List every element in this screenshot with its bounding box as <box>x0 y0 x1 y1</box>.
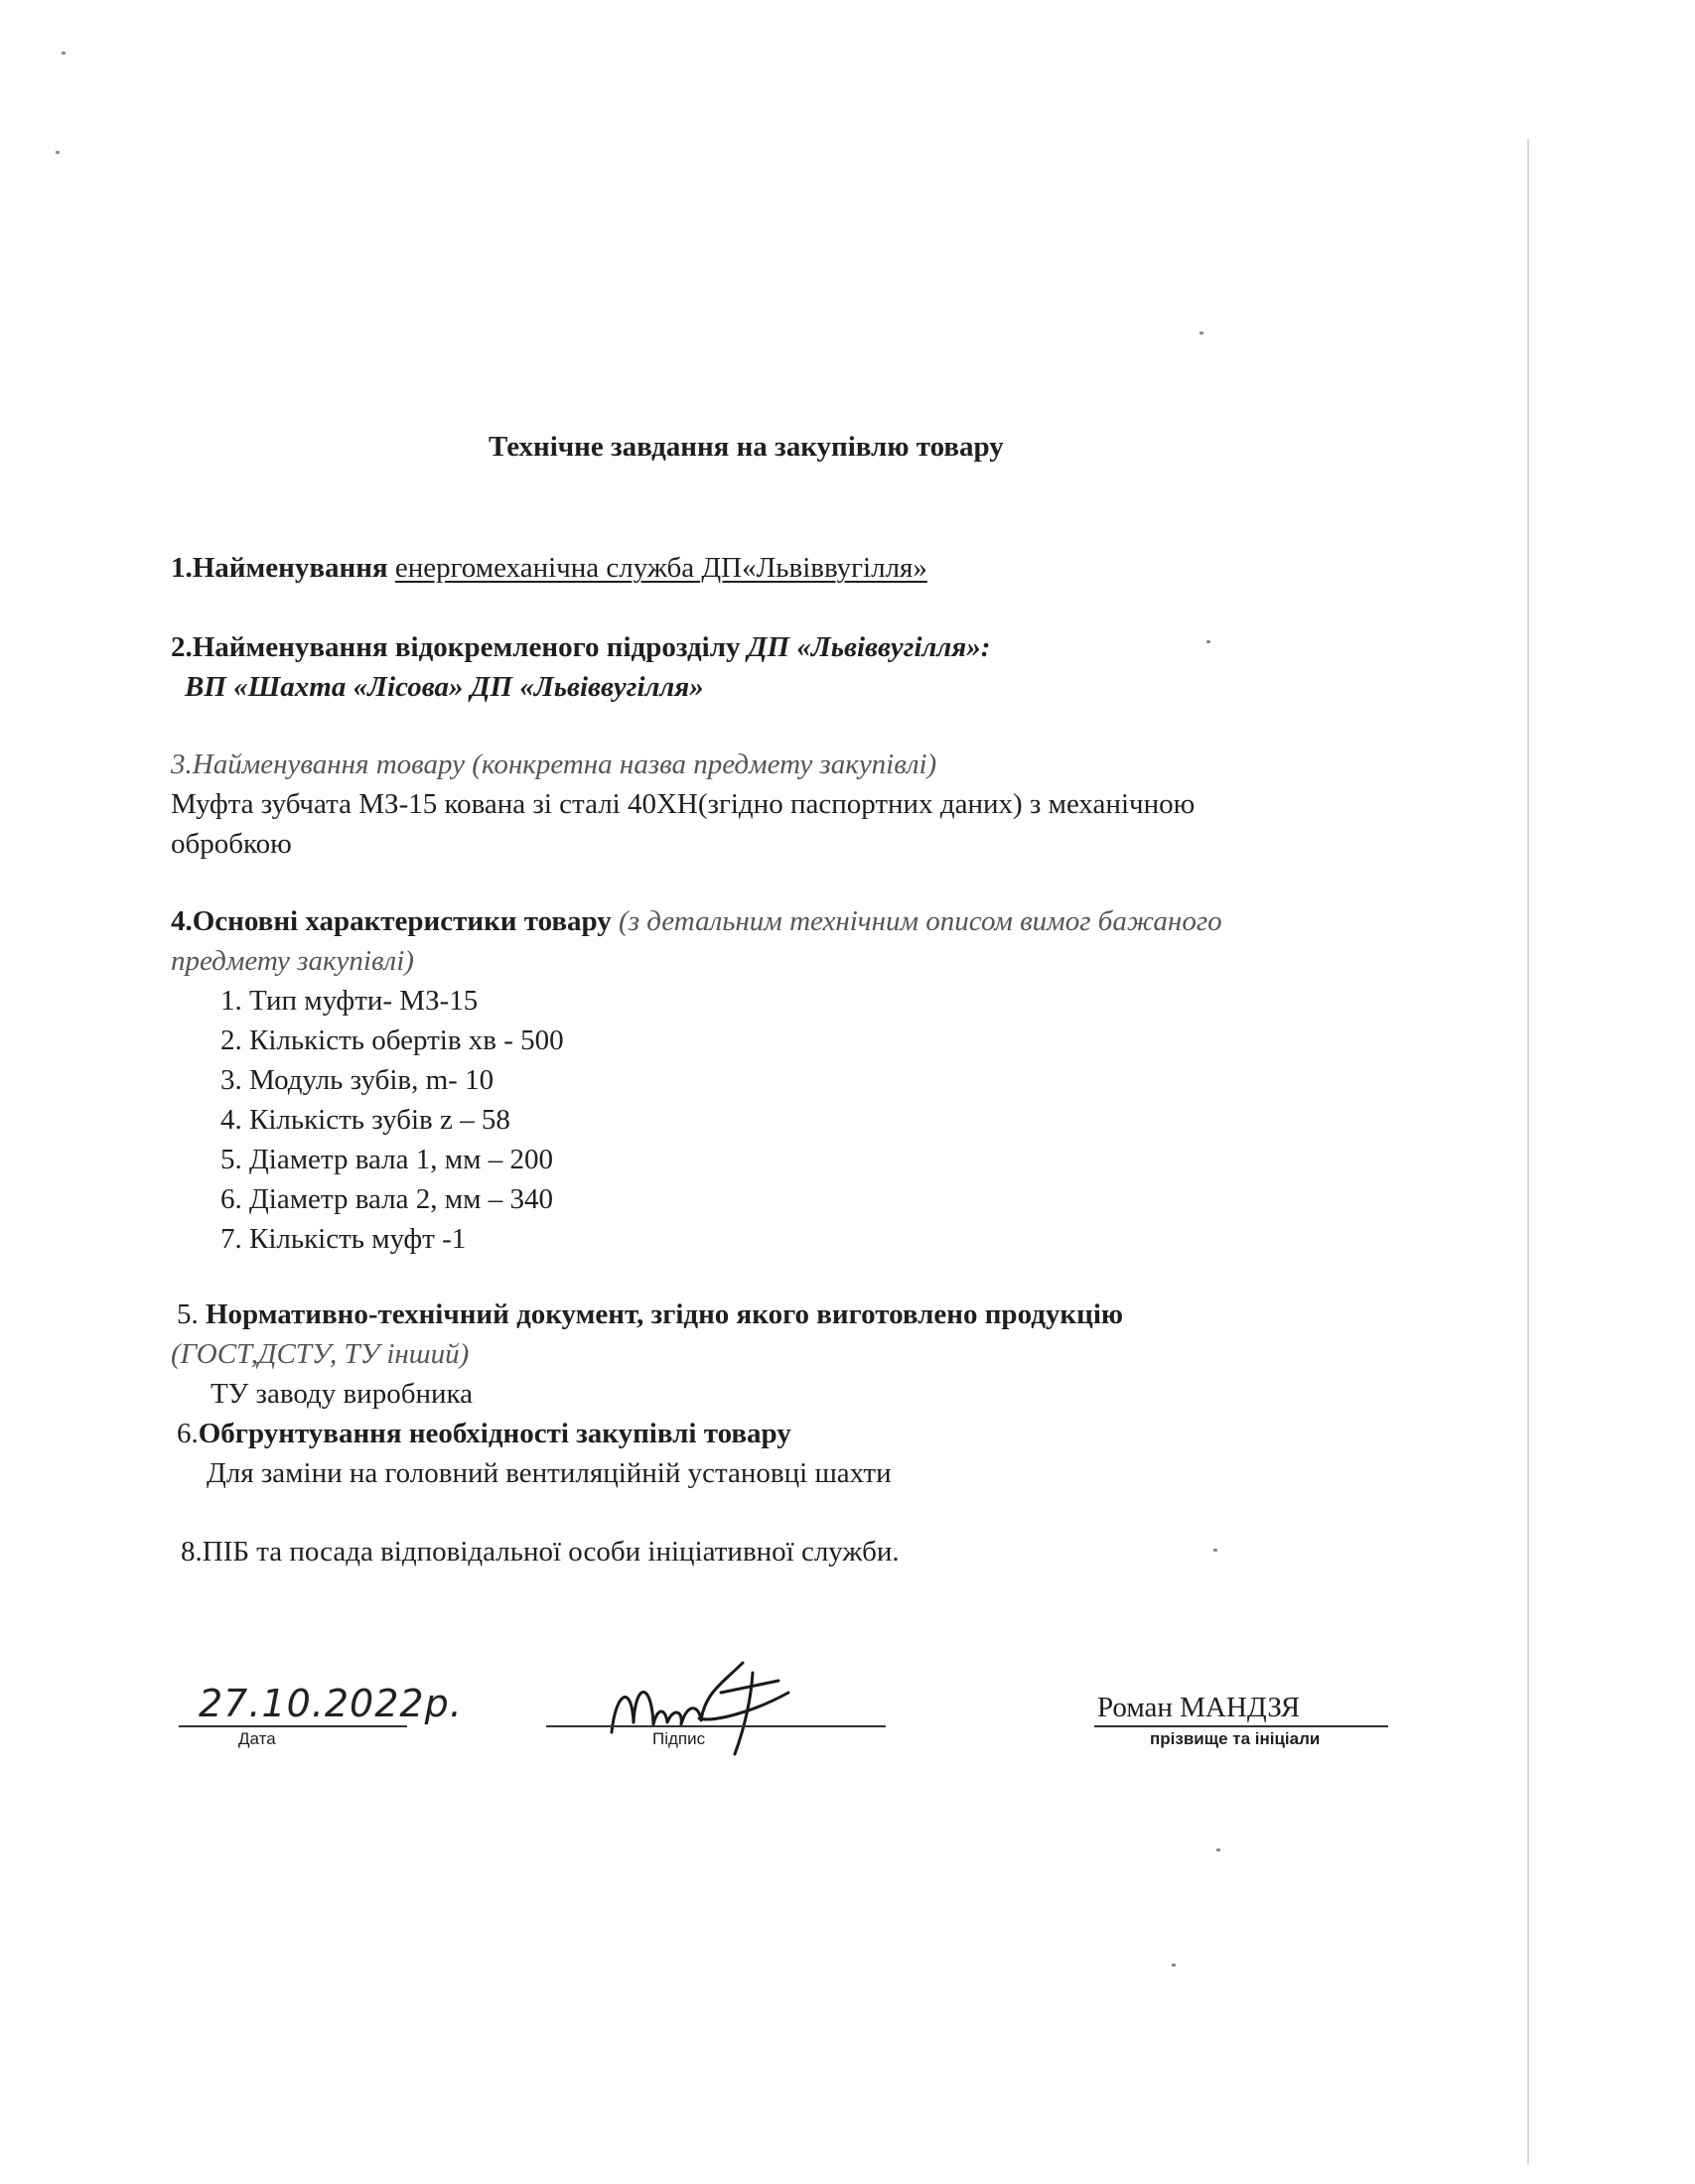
list-item: 7. Кількість муфт -1 <box>220 1223 467 1255</box>
section-5 <box>177 1295 1123 1334</box>
characteristics-list <box>220 981 564 1259</box>
name-caption: прізвище та ініціали <box>1150 1729 1321 1748</box>
section-4-label: 4.Основні характеристики товару <box>171 905 620 937</box>
section-2-value-line1: ДП «Львіввугілля»: <box>747 631 991 663</box>
list-item: 3. Модуль зубів, m- 10 <box>220 1064 494 1096</box>
section-3-value-line1: Муфта зубчата МЗ-15 кована зі сталі 40ХН(згідно паспортних даних) з механічною <box>171 788 1196 820</box>
document-title: Технічне завдання на закупівлю товару <box>489 431 1004 463</box>
section-6-value: Для заміни на головний вентиляційній установці шахти <box>207 1457 892 1489</box>
scan-speck <box>62 52 66 55</box>
signature-caption: Підпис <box>652 1729 706 1748</box>
list-item: 1. Тип муфти- МЗ-15 <box>220 985 479 1017</box>
section-5-value: ТУ заводу виробника <box>211 1378 474 1410</box>
section-4 <box>171 901 1222 941</box>
name-line <box>1094 1725 1388 1727</box>
section-2-label: 2.Найменування відокремленого підрозділу <box>171 631 748 663</box>
section-4-note-line1: (з детальним технічним описом вимог бажаного <box>619 905 1222 937</box>
section-1-value: енергомеханічна служба ДП«Львіввугілля» <box>394 552 927 584</box>
scan-speck <box>1172 1964 1176 1967</box>
section-1-label: 1.Найменування <box>171 552 395 584</box>
section-5-note: (ГОСТ,ДСТУ, ТУ інший) <box>171 1338 470 1370</box>
section-5-num: 5. <box>177 1298 206 1330</box>
section-2 <box>171 627 990 667</box>
scan-speck <box>56 151 60 154</box>
section-6-label: Обгрунтування необхідності закупівлі товару <box>198 1418 791 1449</box>
handwritten-date: 27.10.2022р. <box>199 1682 463 1725</box>
list-item: 4. Кількість зубів z – 58 <box>220 1104 510 1136</box>
section-6-num: 6. <box>177 1418 199 1449</box>
section-5-label: Нормативно-технічний документ, згідно якого виготовлено продукцію <box>206 1298 1124 1330</box>
section-4-note-line2: предмету закупівлі) <box>171 945 414 977</box>
section-2-value-line2: ВП «Шахта «Лісова» ДП «Львіввугілля» <box>185 671 704 703</box>
date-line <box>179 1725 407 1727</box>
section-1 <box>171 548 927 588</box>
list-item: 6. Діаметр вала 2, мм – 340 <box>220 1183 553 1215</box>
scan-speck <box>1206 640 1210 643</box>
list-item: 5. Діаметр вала 1, мм – 200 <box>220 1144 553 1175</box>
scan-speck <box>1200 332 1203 335</box>
responsible-name: Роман МАНДЗЯ <box>1097 1692 1301 1723</box>
section-3-value-line2: обробкою <box>171 828 292 860</box>
scan-speck <box>1213 1549 1217 1552</box>
signature-line <box>546 1725 886 1727</box>
scan-edge-line <box>1527 139 1529 2164</box>
section-6 <box>177 1414 791 1453</box>
section-8-label: 8.ПІБ та посада відповідальної особи ініціативної служби. <box>181 1536 900 1568</box>
scan-speck <box>1216 1848 1220 1851</box>
section-3-label: 3.Найменування товару (конкретна назва предмету закупівлі) <box>171 749 937 780</box>
date-caption: Дата <box>238 1729 276 1748</box>
list-item: 2. Кількість обертів хв - 500 <box>220 1024 564 1056</box>
